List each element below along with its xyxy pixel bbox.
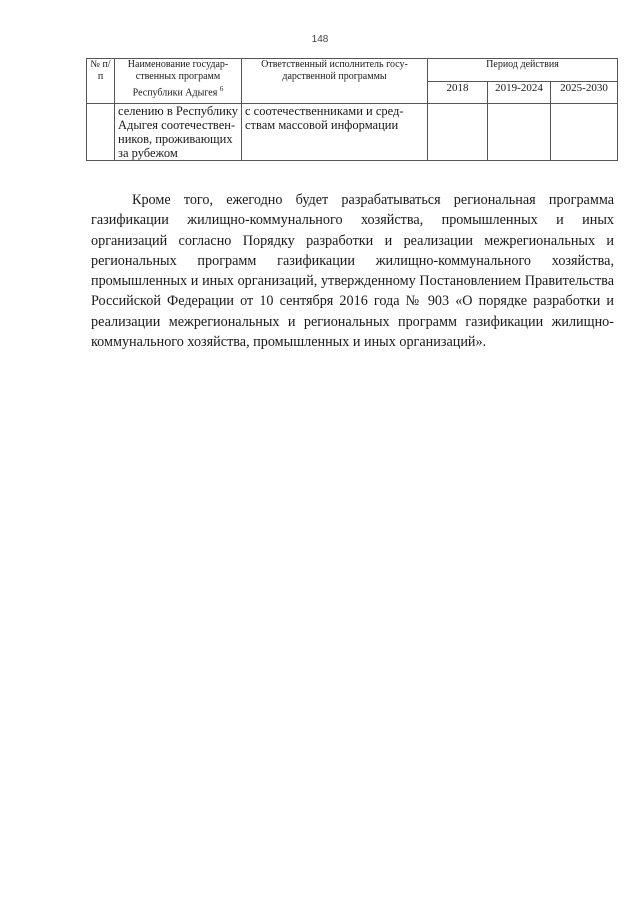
header-program-name-line2: ственных программ	[135, 71, 221, 82]
row-executor-line1: с соотечественниками и сред-	[245, 104, 404, 118]
row-number	[87, 104, 115, 161]
row-year-2025-2030	[551, 104, 618, 161]
body-paragraph: Кроме того, ежегодно будет разрабатываться региональная программа газификации жилищно-коммунального хозяйства, промышленных и иных организаций согласно Порядку разработки и реализации межрегиональных и региональных программ газификации жилищно-коммунального хозяйства, промышленных и иных организаций, утвержденному Постановлением Правительства Российской Федерации от 10 сентября 2016 года № 903 «О порядке разработки и реализации межрегиональных и региональных программ газификации жилищно-коммунального хозяйства, промышленных и иных организаций».	[91, 192, 614, 351]
footnote-marker: 6	[219, 85, 224, 93]
page-number: 148	[311, 34, 329, 45]
header-year-2018: 2018	[428, 82, 488, 104]
header-executor-line2: дарственной программы	[282, 71, 387, 82]
header-period: Период действия	[428, 59, 618, 82]
row-program-name	[115, 104, 242, 161]
programs-table	[86, 58, 618, 161]
header-program-name-line3: Республики Адыгея	[132, 87, 218, 99]
row-executor-line2: ствам массовой информации	[245, 118, 399, 132]
header-program-name	[115, 59, 242, 104]
table-header-row	[87, 59, 618, 82]
header-executor-line1: Ответственный исполнитель госу-	[261, 59, 408, 70]
row-program-name-line1: селению в Республику	[118, 104, 238, 118]
row-program-name-line3: ников, проживающих	[118, 132, 233, 146]
row-executor	[242, 104, 428, 161]
row-year-2018	[428, 104, 488, 161]
row-program-name-line2: Адыгея соотечествен-	[118, 118, 236, 132]
header-executor	[242, 59, 428, 104]
row-year-2019-2024	[488, 104, 551, 161]
header-year-2025-2030: 2025-2030	[551, 82, 618, 104]
header-number: № п/п	[87, 59, 115, 104]
header-program-name-line1: Наименование государ-	[127, 59, 229, 70]
table-row	[87, 104, 618, 161]
row-program-name-line4: за рубежом	[118, 146, 178, 160]
header-year-2019-2024: 2019-2024	[488, 82, 551, 104]
